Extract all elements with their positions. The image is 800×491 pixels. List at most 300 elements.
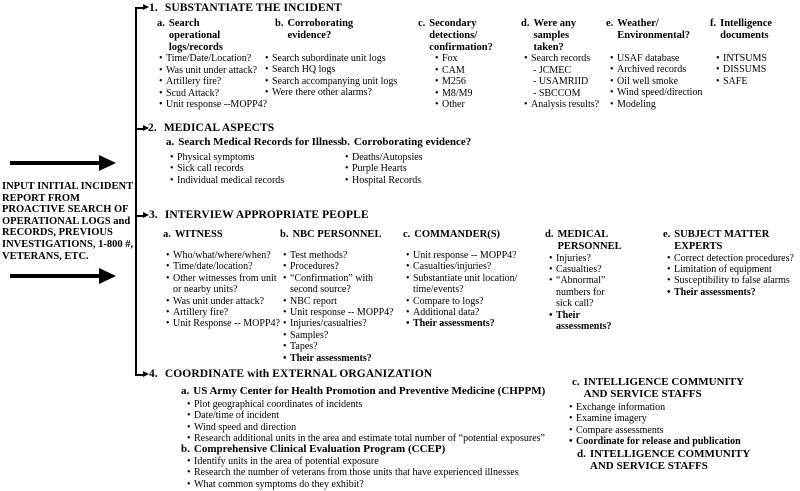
bullet-icon: •	[283, 250, 287, 261]
bullet-text: What common symptoms do they exhibit?	[194, 478, 364, 490]
column-e	[606, 18, 702, 110]
bullet-item	[406, 273, 517, 296]
column-heading-line: WITNESS	[174, 229, 223, 240]
bullet-text: Time/Date/Location?	[166, 53, 252, 65]
bullet-item	[549, 310, 627, 333]
bullet-item	[406, 307, 517, 318]
bullet-item	[170, 163, 342, 174]
bullet-item	[187, 467, 519, 478]
column-heading-line: Search	[168, 18, 200, 29]
bullet-icon: •	[549, 252, 553, 264]
bullet-text: Examine imagery	[576, 413, 647, 425]
bullet-text: Limitation of equipment	[674, 264, 772, 275]
bullet-icon: •	[283, 261, 287, 273]
column-heading	[341, 137, 471, 152]
bullet-text-line: or nearby units?	[173, 284, 238, 296]
section-number: 3.	[149, 209, 158, 221]
bullet-list	[166, 152, 342, 186]
bullet-icon: •	[610, 53, 614, 64]
column-heading-line: logs/records	[168, 41, 223, 53]
bullet-text: SAFE	[723, 75, 748, 87]
bullet-icon: •	[569, 413, 573, 425]
column-heading	[265, 18, 397, 53]
bullet-text: Identify units in the area of potential exposure	[194, 456, 379, 467]
column-a	[181, 386, 545, 445]
bullet-item	[569, 402, 744, 413]
column-letter: c.	[572, 376, 580, 388]
section-number: 2.	[148, 122, 157, 134]
bullet-text: Their assessments?	[556, 309, 612, 333]
bullet-icon: •	[716, 53, 720, 64]
column-heading	[521, 18, 599, 53]
bullet-icon: •	[610, 64, 614, 76]
bullet-text: Exchange information	[576, 402, 666, 413]
bullet-icon: •	[610, 98, 614, 110]
bullet-icon: •	[283, 341, 287, 353]
bullet-icon: •	[435, 99, 439, 111]
bullet-item	[610, 87, 702, 98]
bullet-icon: •	[524, 99, 528, 111]
bullet-item	[345, 163, 471, 174]
bullet-item	[187, 479, 519, 490]
column-letter: c.	[418, 18, 426, 29]
input-source-line: INVESTIGATIONS, 1-800 #,	[2, 238, 134, 250]
bullet-list	[280, 250, 394, 364]
column-heading	[418, 18, 493, 53]
bullet-icon: •	[166, 295, 170, 307]
column-letter: a.	[166, 136, 175, 148]
column-heading-line: operational	[168, 29, 221, 41]
bullet-item	[166, 250, 280, 261]
bullet-text-line: numbers for	[556, 286, 605, 298]
bullet-item	[406, 318, 517, 329]
bullet-text: Artillery fire?	[173, 307, 229, 319]
bullet-icon: •	[667, 286, 671, 298]
column-heading-line: taken?	[533, 41, 564, 53]
bullet-item	[610, 53, 702, 64]
bullet-icon: •	[406, 250, 410, 261]
bullet-text: Their assessments?	[674, 286, 756, 298]
column-b	[341, 137, 471, 186]
bullet-text: Search HQ logs	[272, 64, 336, 76]
column-letter: e.	[663, 229, 671, 240]
bullet-text: Procedures?	[290, 261, 339, 273]
column-heading	[181, 386, 545, 399]
bullet-text-line: sick call?	[556, 298, 594, 310]
column-heading-line: Weather/	[617, 18, 659, 29]
bullet-item	[159, 53, 267, 64]
column-letter: b.	[280, 229, 289, 240]
bullet-list	[545, 253, 627, 333]
bullet-text: Was unit under attack?	[173, 295, 265, 307]
bullet-text: Modeling	[617, 98, 656, 110]
bullet-icon: •	[187, 433, 191, 445]
column-heading-line: US Army Center for Health Promotion and Preventive Medicine (CHPPM)	[193, 385, 546, 397]
bullet-list	[265, 53, 397, 99]
bullet-text: NBC report	[290, 295, 337, 307]
bullet-icon: •	[569, 424, 573, 436]
bullet-text: Wind speed and direction	[194, 421, 297, 433]
bullet-item	[283, 296, 394, 307]
column-heading-line: INTELLIGENCE COMMUNITY	[589, 448, 751, 460]
bullet-text-line: “Abnormal”	[556, 275, 606, 287]
bullet-text	[556, 275, 605, 309]
column-heading-line: evidence?	[287, 29, 332, 41]
column-heading-line: MEDICAL	[557, 229, 609, 240]
column-heading-line: Search Medical Records for Illness	[178, 136, 342, 148]
bullet-list	[157, 53, 267, 110]
bullet-icon: •	[265, 53, 269, 64]
bullet-item	[159, 65, 267, 76]
section-title-text: SUBSTANTIATE THE INCIDENT	[164, 2, 342, 14]
bullet-list	[606, 53, 702, 110]
tree-branch	[135, 374, 143, 376]
bullet-icon: •	[667, 264, 671, 275]
bullet-icon: •	[187, 456, 191, 467]
bullet-item	[283, 261, 394, 272]
bullet-item	[265, 53, 397, 64]
bullet-item	[524, 53, 599, 64]
bullet-icon: •	[159, 76, 163, 88]
bullet-item	[283, 318, 394, 329]
bullet-item	[166, 296, 280, 307]
bullet-icon: •	[159, 64, 163, 76]
section-title-text: MEDICAL ASPECTS	[163, 122, 275, 134]
column-heading	[280, 229, 394, 250]
bullet-text: Casualties/injuries?	[413, 261, 492, 273]
input-source-line: VETERANS, ETC.	[2, 250, 89, 262]
bullet-text: Test methods?	[290, 250, 348, 261]
bullet-icon: •	[283, 307, 287, 319]
column-heading-line: documents	[720, 29, 769, 41]
bullet-item	[406, 261, 517, 272]
bullet-icon: •	[265, 64, 269, 76]
column-heading-line: Environmental?	[617, 29, 691, 41]
bullet-icon: •	[187, 467, 191, 479]
bullet-icon: •	[283, 352, 287, 364]
bullet-text-line: time/events?	[413, 284, 464, 296]
column-c	[569, 377, 744, 448]
bullet-icon: •	[283, 329, 287, 341]
column-a	[157, 18, 267, 110]
input-source-line: PROACTIVE SEARCH OF	[2, 204, 129, 216]
bullet-text: Their assessments?	[413, 318, 495, 330]
bullet-text: Were there other alarms?	[272, 87, 372, 99]
bullet-text: INTSUMS	[723, 53, 767, 64]
column-heading-line: Comprehensive Clinical Evaluation Program (CCEP)	[193, 443, 446, 455]
bullet-icon: •	[265, 87, 269, 99]
column-b	[280, 229, 394, 364]
bullet-item	[549, 264, 627, 275]
bullet-text: Additional data?	[413, 307, 480, 319]
bullet-text: Archived records	[617, 64, 687, 76]
bullet-item	[187, 410, 545, 421]
bullet-icon: •	[170, 174, 174, 186]
bullet-item	[265, 64, 397, 75]
bullet-text: Date/time of incident	[194, 410, 279, 422]
column-heading	[569, 377, 744, 402]
bullet-item	[524, 88, 599, 99]
bullet-icon: •	[170, 152, 174, 163]
bullet-item	[667, 275, 798, 286]
bullet-icon: •	[716, 75, 720, 87]
bullet-item	[524, 65, 599, 76]
bullet-item	[406, 250, 517, 261]
bullet-text: Hospital Records	[352, 174, 422, 186]
column-heading	[545, 229, 627, 253]
bullet-icon: •	[166, 261, 170, 273]
bullet-text: Unit response -- MOPP4?	[413, 250, 517, 261]
bullet-icon: •	[345, 174, 349, 186]
bullet-item	[345, 175, 471, 186]
bullet-text: Correct detection procedures?	[674, 252, 794, 264]
bullet-item	[667, 287, 798, 298]
column-heading-line: EXPERTS	[674, 240, 723, 252]
bullet-item	[549, 253, 627, 264]
bullet-icon: •	[265, 75, 269, 87]
bullet-text: - USAMRIID	[533, 76, 589, 88]
bullet-text: Plot geographical coordinates of incidents	[194, 399, 363, 410]
bullet-text: Fox	[442, 53, 458, 65]
bullet-text	[290, 273, 373, 296]
bullet-icon: •	[166, 250, 170, 261]
bullet-list	[181, 456, 519, 490]
bullet-icon: •	[406, 295, 410, 307]
bullet-text: - SBCCOM	[533, 87, 581, 99]
column-heading-line: Secondary	[429, 18, 477, 29]
column-heading-line: samples	[533, 29, 570, 41]
bullet-item	[187, 456, 519, 467]
column-letter: a.	[181, 385, 190, 397]
bullet-icon: •	[610, 87, 614, 99]
input-source-line: OPERATIONAL LOGS and	[2, 215, 131, 227]
bullet-icon: •	[170, 163, 174, 175]
column-heading-line: INTELLIGENCE COMMUNITY	[583, 376, 745, 388]
bullet-icon: •	[187, 478, 191, 490]
bullet-text: Time/date/location?	[173, 261, 253, 273]
bullet-item	[283, 330, 394, 341]
section-title	[148, 122, 274, 134]
bullet-icon: •	[524, 53, 528, 65]
column-heading-line: Were any	[533, 18, 577, 29]
bullet-text: - JCMEC	[533, 64, 572, 76]
bullet-icon: •	[159, 87, 163, 99]
bullet-icon: •	[667, 252, 671, 264]
bullet-text	[173, 273, 277, 296]
column-heading-line: detections/	[429, 29, 478, 41]
bullet-icon: •	[435, 53, 439, 65]
bullet-item	[716, 64, 772, 75]
bullet-text: Unit response -- MOPP4?	[290, 307, 394, 319]
column-heading-line: AND SERVICE STAFFS	[583, 387, 702, 400]
bullet-item	[435, 65, 493, 76]
column-c	[418, 18, 493, 110]
bullet-icon: •	[187, 421, 191, 433]
bullet-icon: •	[406, 272, 410, 284]
bullet-text: Search records	[531, 53, 591, 65]
bullet-icon: •	[667, 275, 671, 287]
bullet-item	[166, 307, 280, 318]
bullet-text: Individual medical records	[177, 174, 285, 186]
arrow-head-icon	[99, 268, 116, 284]
bullet-list	[418, 53, 493, 110]
bullet-list	[663, 253, 798, 299]
bullet-text: DISSUMS	[723, 64, 767, 76]
input-source-line: REPORT FROM	[2, 192, 80, 204]
bullet-item	[569, 425, 744, 436]
bullet-item	[406, 296, 517, 307]
section-number: 4.	[149, 368, 158, 380]
column-heading	[181, 444, 519, 456]
bullet-text: Unit Response -- MOPP4?	[173, 318, 280, 330]
bullet-icon: •	[406, 318, 410, 330]
column-letter: a.	[163, 229, 171, 240]
bullet-text: Their assessments?	[290, 352, 372, 364]
bullet-item	[610, 99, 702, 110]
bullet-icon: •	[166, 307, 170, 319]
bullet-icon: •	[345, 152, 349, 163]
column-e	[663, 229, 798, 298]
bullet-icon: •	[406, 307, 410, 319]
bullet-text: Sick call records	[177, 163, 244, 175]
bullet-text: USAF database	[617, 53, 680, 64]
column-d	[521, 18, 599, 110]
arrow-shaft	[10, 161, 100, 165]
bullet-text: Wind speed/direction	[617, 87, 703, 99]
bullet-item	[166, 273, 280, 296]
column-c	[403, 229, 517, 330]
column-heading-line: PERSONNEL	[557, 240, 622, 252]
bullet-item	[549, 275, 627, 309]
bullet-text: Oil well smoke	[617, 75, 679, 87]
bullet-list	[403, 250, 517, 330]
bullet-item	[716, 76, 772, 87]
section-number: 1.	[149, 2, 158, 14]
bullet-item	[667, 253, 798, 264]
column-a	[163, 229, 280, 330]
bullet-item	[435, 53, 493, 64]
bullet-text: Who/what/where/when?	[173, 250, 271, 261]
input-arrow-bottom-icon	[10, 268, 118, 284]
bullet-item	[610, 64, 702, 75]
bullet-text-line: Other witnesses from unit	[173, 272, 277, 284]
column-letter: b.	[341, 136, 350, 148]
bullet-text: Casualties?	[556, 264, 602, 275]
column-letter: d.	[521, 18, 530, 29]
column-b	[265, 18, 397, 99]
bullet-item	[166, 318, 280, 329]
bullet-item	[265, 87, 397, 98]
bullet-icon: •	[345, 163, 349, 175]
section-title	[149, 368, 432, 380]
input-source-label	[2, 181, 138, 262]
column-letter: f.	[710, 18, 717, 29]
column-heading-line: SUBJECT MATTER	[674, 229, 770, 240]
column-heading-line: Corroborating	[287, 18, 354, 29]
bullet-text: Was unit under attack?	[166, 64, 258, 76]
column-letter: d.	[577, 448, 586, 460]
bullet-icon: •	[187, 410, 191, 422]
bullet-item	[166, 261, 280, 272]
input-source-line: INPUT INITIAL INCIDENT	[2, 181, 134, 192]
bullet-list	[181, 399, 545, 445]
bullet-text: Analysis results?	[531, 99, 600, 111]
bullet-icon: •	[549, 275, 553, 287]
bullet-item	[187, 422, 545, 433]
bullet-text: Unit response --MOPP4?	[166, 99, 268, 111]
bullet-item	[524, 99, 599, 110]
bullet-icon: •	[283, 272, 287, 284]
column-a	[166, 137, 342, 186]
section-title-text: INTERVIEW APPROPRIATE PEOPLE	[164, 209, 369, 221]
bullet-item	[524, 76, 599, 87]
bullet-icon: •	[435, 76, 439, 88]
column-letter: b.	[181, 443, 190, 455]
bullet-icon: •	[549, 264, 553, 275]
column-heading-line: Intelligence	[720, 18, 773, 29]
bullet-item	[187, 399, 545, 410]
bullet-item	[159, 76, 267, 87]
bullet-text: Other	[442, 99, 465, 111]
tree-spine	[135, 8, 137, 376]
column-heading-line: Corroborating evidence?	[353, 136, 472, 148]
bullet-icon: •	[716, 64, 720, 76]
bullet-text: Artillery fire?	[166, 76, 222, 88]
bullet-icon: •	[406, 261, 410, 273]
bullet-text: Susceptibility to false alarms	[674, 275, 790, 287]
bullet-text: Research the number of veterans from those units that have experienced illnesses	[194, 467, 519, 479]
bullet-text-line: Substantiate unit location/	[413, 272, 518, 284]
bullet-text: Compare assessments	[576, 424, 664, 436]
bullet-text	[413, 273, 517, 296]
column-b	[181, 444, 519, 490]
bullet-item	[610, 76, 702, 87]
bullet-icon: •	[610, 75, 614, 87]
bullet-text: Search subordinate unit logs	[272, 53, 386, 64]
arrow-shaft	[10, 274, 100, 278]
bullet-item	[667, 264, 798, 275]
tree-branch	[135, 128, 143, 130]
bullet-text-line: second source?	[290, 284, 351, 296]
section-title	[149, 2, 342, 14]
tree-branch	[135, 7, 143, 9]
column-heading	[577, 449, 750, 473]
bullet-text: Compare to logs?	[413, 295, 484, 307]
bullet-text: Research additional units in the area and estimate total number of “potential exposures”	[194, 433, 545, 445]
bullet-text: Tapes?	[290, 341, 318, 353]
column-d	[577, 449, 750, 473]
bullet-item	[345, 152, 471, 163]
bullet-icon: •	[166, 272, 170, 284]
column-heading	[663, 229, 798, 253]
section-title	[149, 209, 369, 221]
bullet-icon: •	[283, 318, 287, 330]
bullet-item	[435, 76, 493, 87]
column-heading	[157, 18, 267, 53]
column-letter: a.	[157, 18, 165, 29]
bullet-icon: •	[435, 64, 439, 76]
bullet-icon: •	[166, 318, 170, 330]
column-heading	[710, 18, 772, 53]
bullet-text: Coordinate for release and publication	[576, 436, 741, 448]
bullet-item	[283, 273, 394, 296]
bullet-item	[569, 413, 744, 424]
bullet-item	[283, 250, 394, 261]
column-heading	[606, 18, 702, 53]
bullet-text: Search accompanying unit logs	[272, 75, 398, 87]
bullet-item	[283, 341, 394, 352]
arrow-head-icon	[99, 155, 116, 171]
